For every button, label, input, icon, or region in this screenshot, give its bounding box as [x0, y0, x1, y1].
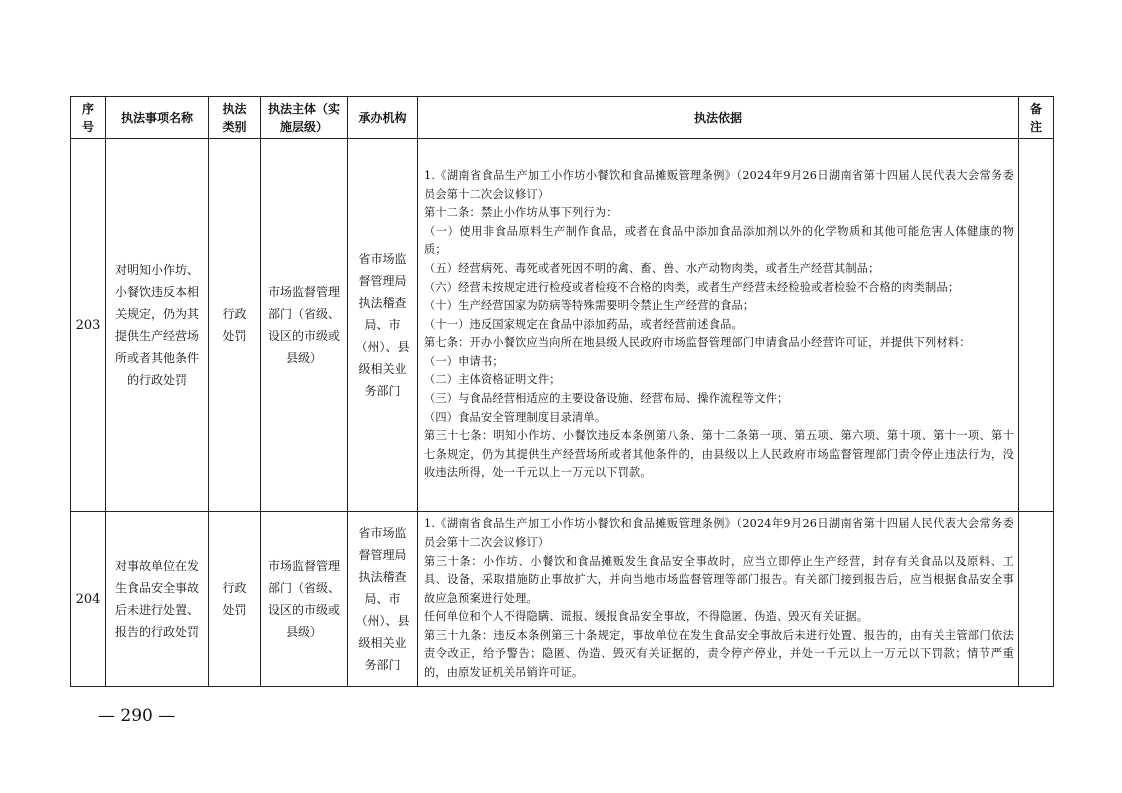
row-seq: 203 [71, 139, 106, 512]
header-name: 执法事项名称 [106, 97, 209, 139]
row-seq: 204 [71, 512, 106, 687]
header-basis: 执法依据 [418, 97, 1019, 139]
basis-line: 任何单位和个人不得隐瞒、谎报、缓报食品安全事故，不得隐匿、伪造、毁灭有关证据。 [424, 610, 869, 624]
basis-line: （十）生产经营国家为防病等特殊需要明令禁止生产经营的食品； [424, 299, 755, 313]
row-agency: 省市场监督管理局执法稽查局、市（州）、县级相关业务部门 [348, 512, 418, 687]
table-row [71, 512, 1054, 687]
basis-line: （一）使用非食品原料生产制作食品，或者在食品中添加食品添加剂以外的化学物质和其他可能危害人体健康的物质； [424, 224, 1014, 257]
header-subject: 执法主体（实施层级） [261, 97, 348, 139]
basis-line: 1.《湖南省食品生产加工小作坊小餐饮和食品摊贩管理条例》（2024年9月26日湖南省第十四届人民代表大会常务委员会第十二次会议修订） [424, 517, 1014, 549]
basis-line: 第三十九条：违反本条例第三十条规定，事故单位在发生食品安全事故后未进行处置、报告的，由有关主管部门依法责令改正，给予警告；隐匿、伪造、毁灭有关证据的，责令停产停业，并处一千元以上一万元以下罚款；情节严重的，由原发证机关吊销许可证。 [424, 628, 1014, 680]
header-seq: 序号 [71, 97, 106, 139]
row-category: 行政处罚 [209, 139, 261, 512]
basis-line: （五）经营病死、毒死或者死因不明的禽、畜、兽、水产动物肉类，或者生产经营其制品； [424, 261, 880, 275]
row-basis [418, 139, 1019, 512]
row-subject: 市场监督管理部门（省级、设区的市级或县级） [261, 512, 348, 687]
basis-line: 1.《湖南省食品生产加工小作坊小餐饮和食品摊贩管理条例》（2024年9月26日湖南省第十四届人民代表大会常务委员会第十二次会议修订） [424, 168, 1014, 201]
basis-line: （一）申请书； [424, 354, 504, 368]
header-note: 备注 [1019, 97, 1054, 139]
header-row [71, 97, 1054, 139]
row-note [1019, 512, 1054, 687]
enforcement-table [70, 96, 1054, 687]
row-basis [418, 512, 1019, 687]
basis-line: （十一）违反国家规定在食品中添加药品，或者经营前述食品。 [424, 317, 743, 331]
basis-line: （六）经营未按规定进行检疫或者检疫不合格的肉类，或者生产经营未经检验或者检验不合格的肉类制品； [424, 280, 960, 294]
page-number: — 290 — [98, 706, 176, 726]
row-name: 对事故单位在发生食品安全事故后未进行处置、报告的行政处罚 [106, 512, 209, 687]
basis-line: 第七条：开办小餐饮应当向所在地县级人民政府市场监督管理部门申请食品小经营许可证，并提供下列材料： [424, 336, 971, 350]
basis-line: （三）与食品经营相适应的主要设备设施、经营布局、操作流程等文件； [424, 392, 789, 406]
header-agency: 承办机构 [348, 97, 418, 139]
row-name: 对明知小作坊、小餐饮违反本相关规定，仍为其提供生产经营场所或者其他条件的行政处罚 [106, 139, 209, 512]
row-category: 行政处罚 [209, 512, 261, 687]
basis-line: （四）食品安全管理制度目录清单。 [424, 410, 607, 424]
basis-line: 第三十条：小作坊、小餐饮和食品摊贩发生食品安全事故时，应当立即停止生产经营，封存有关食品以及原料、工具、设备，采取措施防止事故扩大，并向当地市场监督管理等部门报告。有关部门接到报告后，应当根据食品安全事故应急预案进行处理。 [424, 554, 1014, 605]
row-agency: 省市场监督管理局执法稽查局、市（州）、县级相关业务部门 [348, 139, 418, 512]
basis-line: 第三十七条：明知小作坊、小餐饮违反本条例第八条、第十二条第一项、第五项、第六项、第十项、第十一项、第十七条规定，仍为其提供生产经营场所或者其他条件的，由县级以上人民政府市场监督管理部门责令停止违法行为，没收违法所得，处一千元以上一万元以下罚款。 [424, 429, 1014, 480]
row-note [1019, 139, 1054, 512]
row-subject: 市场监督管理部门（省级、设区的市级或县级） [261, 139, 348, 512]
header-category: 执法类别 [209, 97, 261, 139]
table-row [71, 139, 1054, 512]
basis-line: （二）主体资格证明文件； [424, 373, 561, 387]
basis-line: 第十二条：禁止小作坊从事下列行为： [424, 206, 618, 220]
